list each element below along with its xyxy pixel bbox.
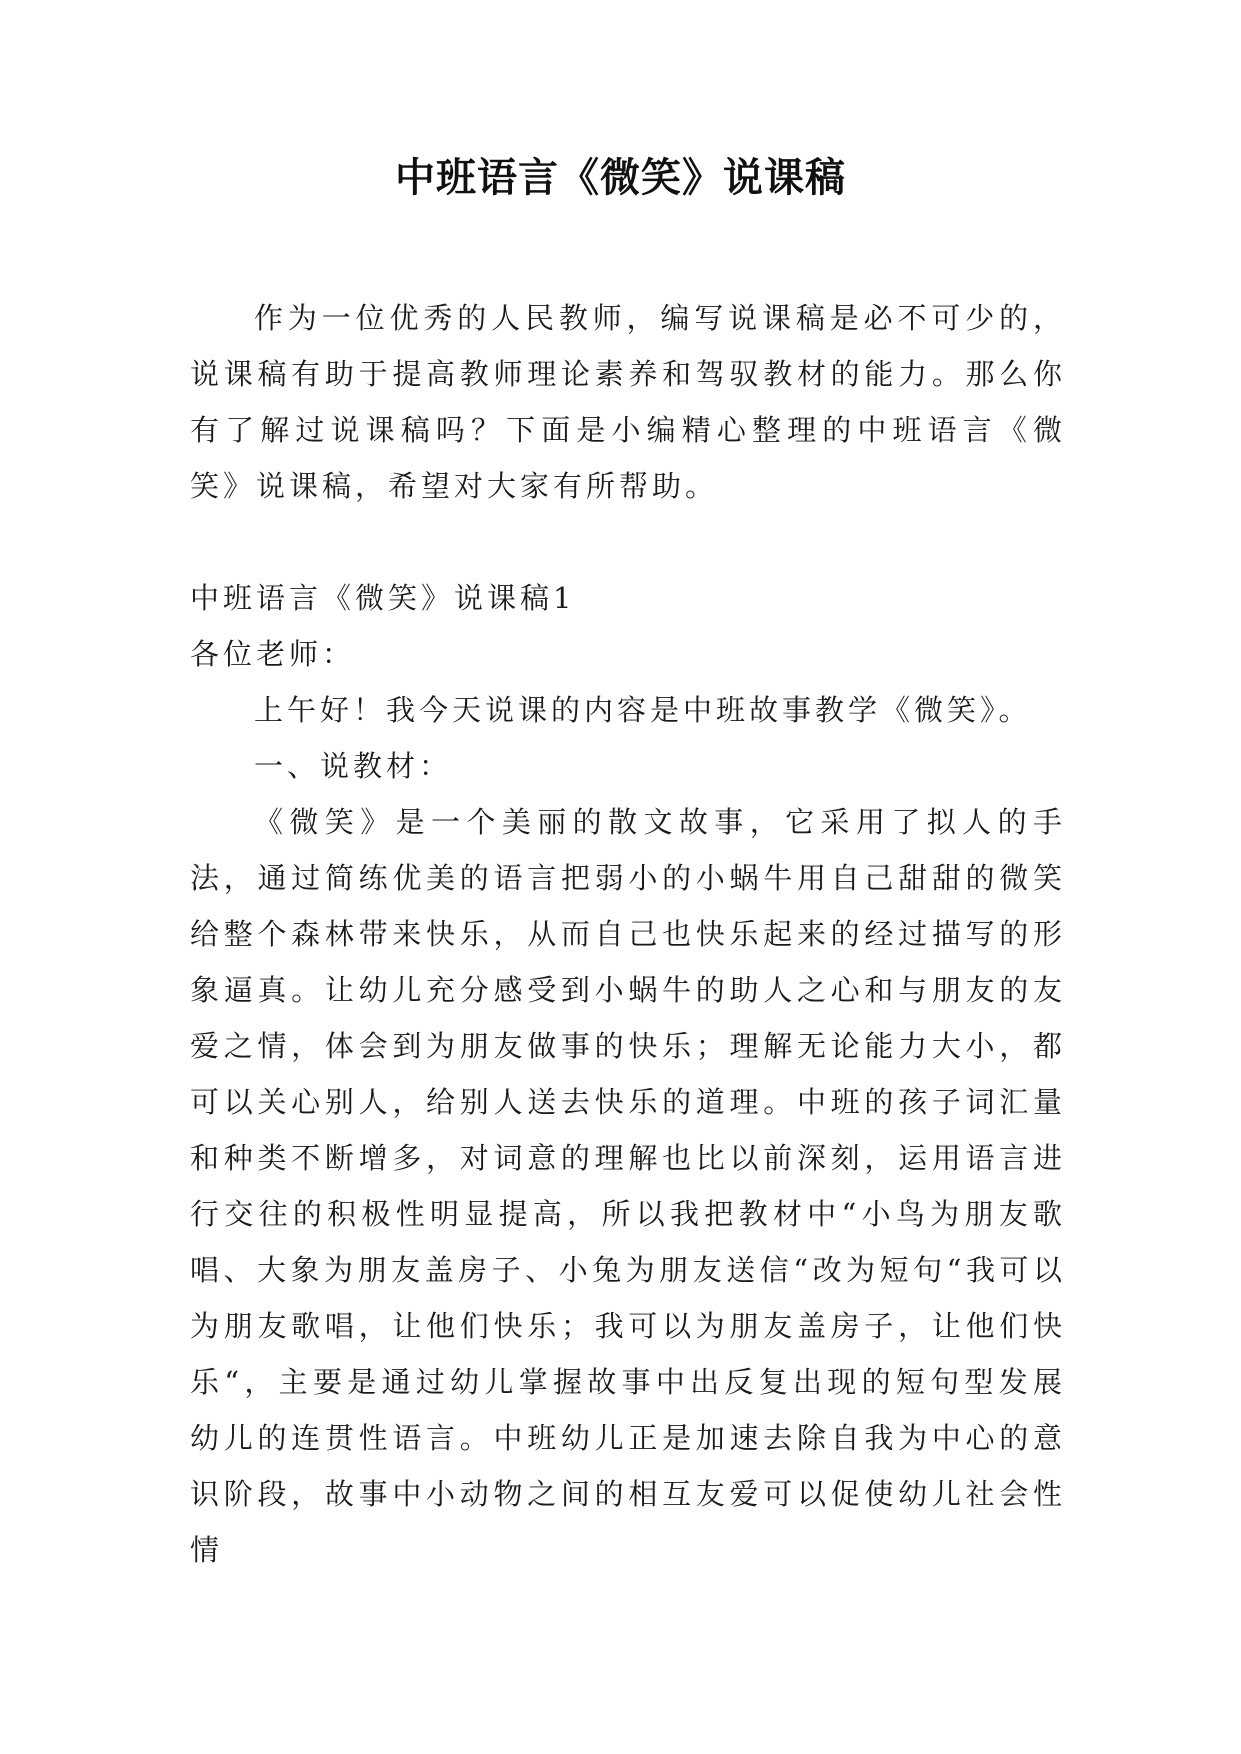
section-heading: 中班语言《微笑》说课稿1 bbox=[190, 581, 576, 615]
paragraph-spacer bbox=[190, 514, 1066, 570]
document-body bbox=[190, 290, 1066, 1578]
part-heading: 一、说教材： bbox=[254, 749, 453, 783]
document-title: 中班语言《微笑》说课稿 bbox=[395, 155, 846, 201]
material-paragraph: 《微笑》是一个美丽的散文故事，它采用了拟人的手法，通过简练优美的语言把弱小的小蜗牛用自己甜甜的微笑给整个森林带来快乐，从而自己也快乐起来的经过描写的形象逼真。让幼儿充分感受到小蜗牛的助人之心和与朋友的友爱之情，体会到为朋友做事的快乐；理解无论能力大小，都可以关心别人，给别人送去快乐的道理。中班的孩子词汇量和种类不断增多，对词意的理解也比以前深刻，运用语言进行交往的积极性明显提高，所以我把教材中“小鸟为朋友歌唱、大象为朋友盖房子、小兔为朋友送信“改为短句“我可以为朋友歌唱，让他们快乐；我可以为朋友盖房子，让他们快乐“，主要是通过幼儿掌握故事中出反复出现的短句型发展幼儿的连贯性语言。中班幼儿正是加速去除自我为中心的意识阶段，故事中小动物之间的相互友爱可以促使幼儿社会性情 bbox=[190, 805, 1066, 1567]
greeting-paragraph: 上午好！我今天说课的内容是中班故事教学《微笑》。 bbox=[254, 693, 1032, 727]
salutation: 各位老师： bbox=[190, 637, 356, 671]
intro-paragraph: 作为一位优秀的人民教师，编写说课稿是必不可少的，说课稿有助于提高教师理论素养和驾驭教材的能力。那么你有了解过说课稿吗？下面是小编精心整理的中班语言《微笑》说课稿，希望对大家有所帮助。 bbox=[190, 301, 1066, 503]
